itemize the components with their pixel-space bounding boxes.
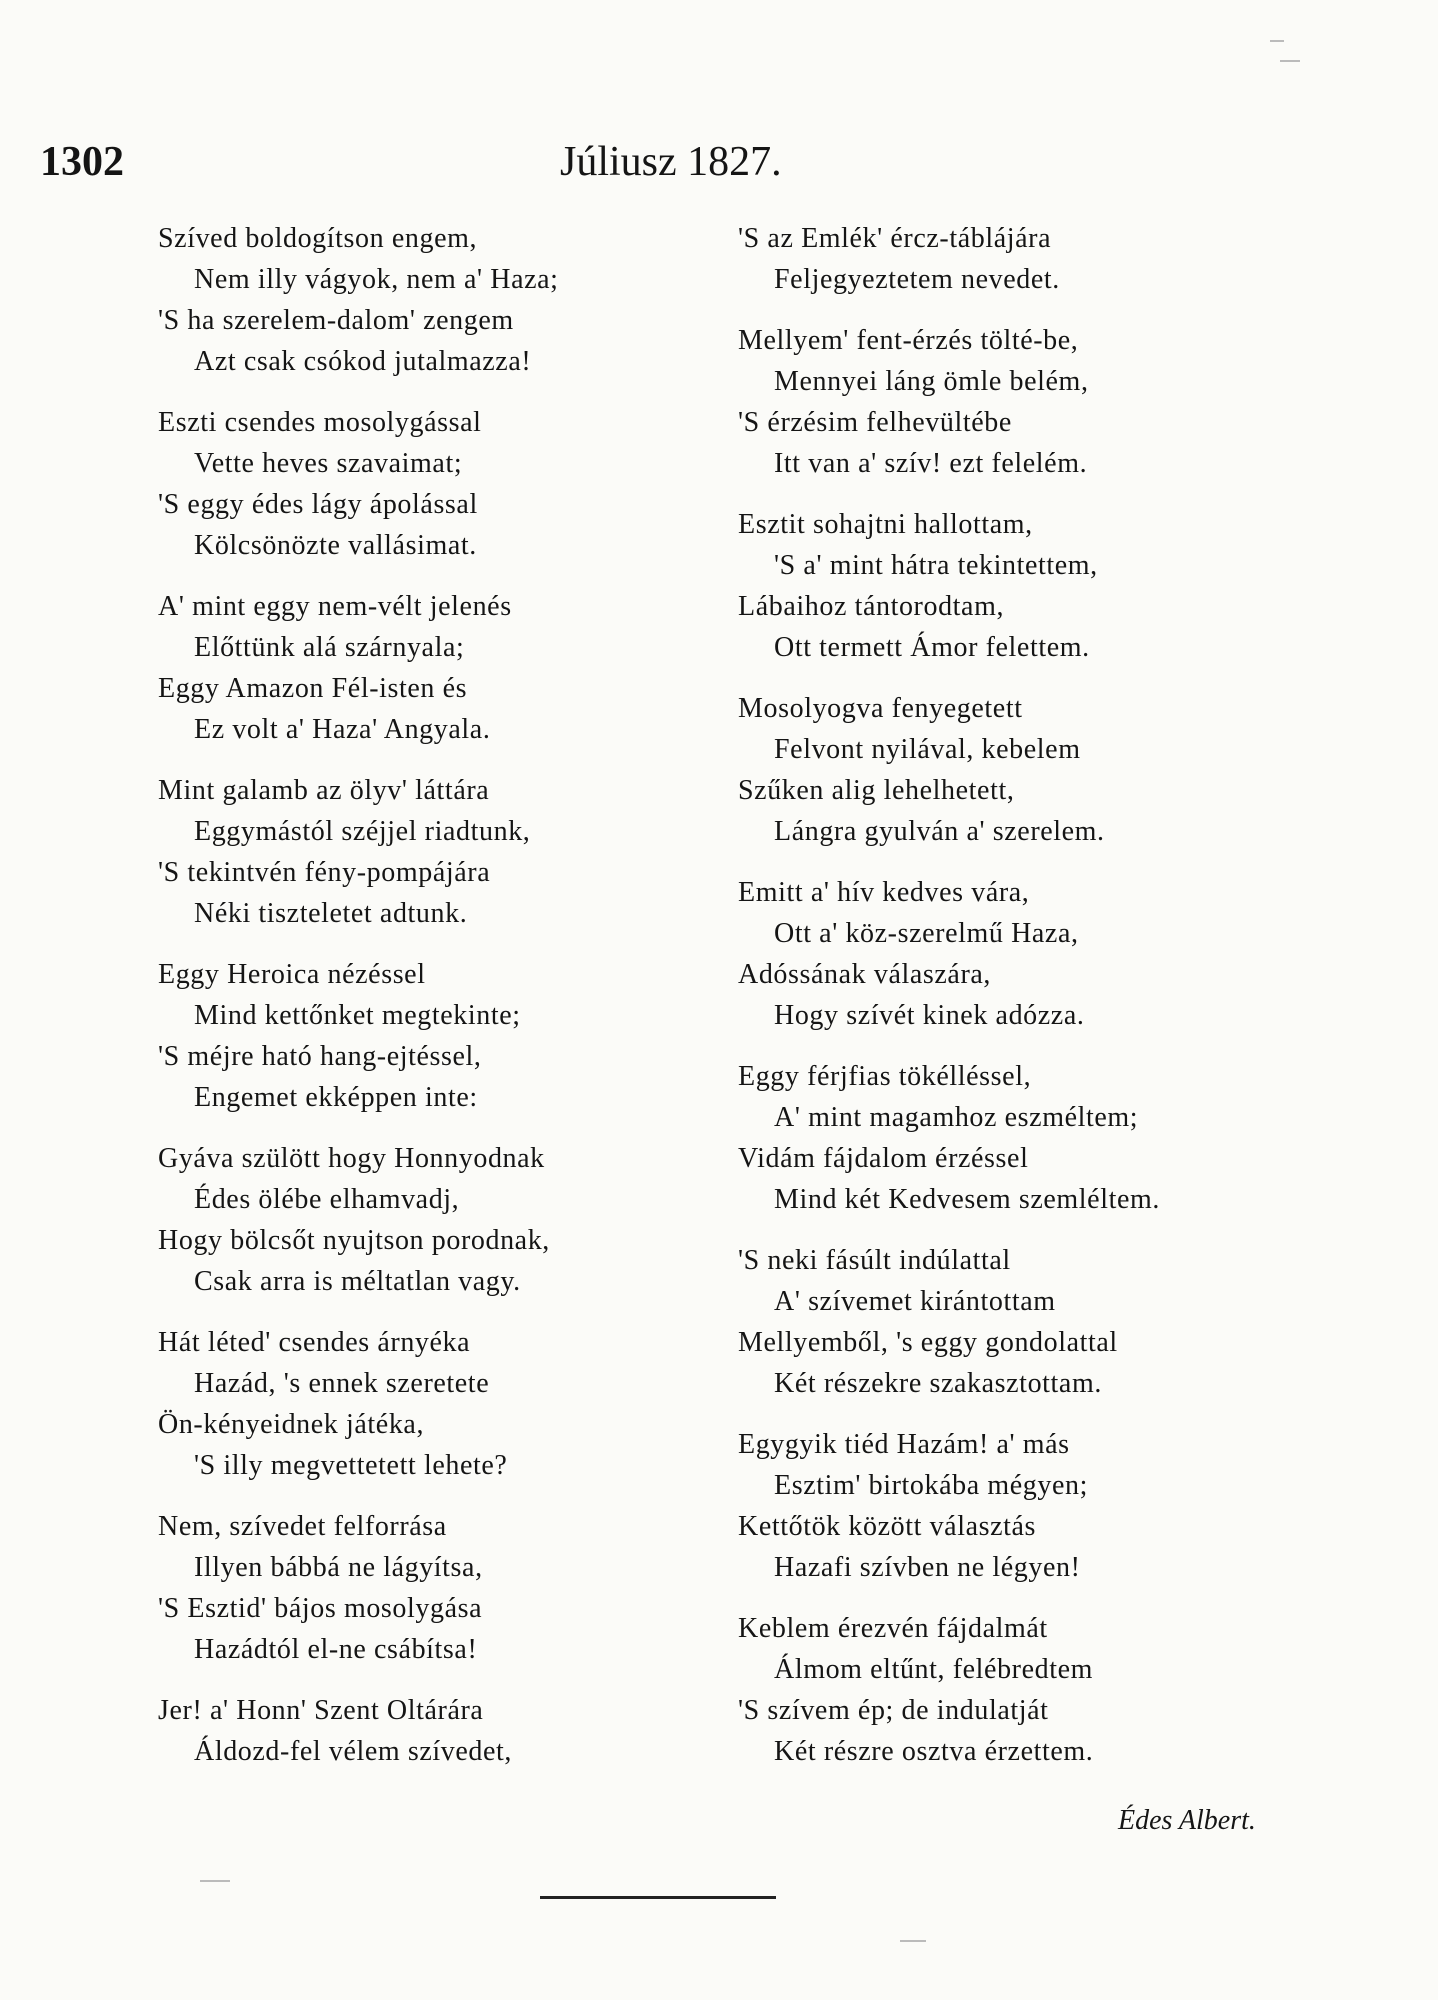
poem-line: Illyen bábbá ne lágyítsa, <box>194 1552 483 1583</box>
poem-line: Mellyemből, 's eggy gondolattal <box>738 1327 1118 1358</box>
stanza <box>738 872 1298 1036</box>
poem-line: 'S méjre ható hang-ejtéssel, <box>158 1041 482 1072</box>
poem-line: Hazádtól el-ne csábítsa! <box>194 1634 478 1665</box>
stanza <box>738 504 1298 668</box>
stanza <box>158 1138 718 1302</box>
stanza <box>158 954 718 1118</box>
stanza <box>738 1424 1298 1588</box>
poem-line: Eggy Amazon Fél-isten és <box>158 673 468 704</box>
poem-line: Engemet ekképpen inte: <box>194 1082 478 1113</box>
poem-line: Nem illy vágyok, nem a' Haza; <box>194 264 559 295</box>
poem-line: 'S a' mint hátra tekintettem, <box>774 550 1098 581</box>
stanza <box>738 1240 1298 1404</box>
poem-line: Eszti csendes mosolygással <box>158 407 482 438</box>
stanza <box>738 218 1298 300</box>
stanza <box>738 1056 1298 1220</box>
poem-line: 'S illy megvettetett lehete? <box>194 1450 508 1481</box>
poem-line: Mind két Kedvesem szemléltem. <box>774 1184 1160 1215</box>
stanza <box>158 402 718 566</box>
poem-line: Kölcsönözte vallásimat. <box>194 530 477 561</box>
poem-line: 'S tekintvén fény-pompájára <box>158 857 491 888</box>
poem-line: Ott termett Ámor felettem. <box>774 632 1090 663</box>
poem-line: Esztim' birtokába mégyen; <box>774 1470 1088 1501</box>
poem-line: Ön-kényeidnek játéka, <box>158 1409 425 1440</box>
poem-line: Mint galamb az ölyv' láttára <box>158 775 490 806</box>
poem-line: Hogy bölcsőt nyujtson porodnak, <box>158 1225 550 1256</box>
poem-line: 'S érzésim felhevültébe <box>738 407 1012 438</box>
page-header <box>40 138 1140 198</box>
poem-line: Keblem érezvén fájdalmát <box>738 1613 1048 1644</box>
poem-line: Lábaihoz tántorodtam, <box>738 591 1005 622</box>
page-title: Júliusz 1827. <box>560 139 782 185</box>
poem-line: Eggymástól széjjel riadtunk, <box>194 816 531 847</box>
page-number: 1302 <box>40 139 124 185</box>
poem-line: Álmom eltűnt, felébredtem <box>774 1654 1094 1685</box>
poem-line: A' szívemet kirántottam <box>774 1286 1056 1317</box>
poem-line: 'S az Emlék' ércz-táblájára <box>738 223 1052 254</box>
poem-line: Felvont nyilával, kebelem <box>774 734 1081 765</box>
poem-line: Kettőtök között választás <box>738 1511 1037 1542</box>
poem-line: Egygyik tiéd Hazám! a' más <box>738 1429 1070 1460</box>
print-speck <box>200 1880 230 1882</box>
poem-line: Mind kettőnket megtekinte; <box>194 1000 521 1031</box>
poem-line: Eggy férjfias tökélléssel, <box>738 1061 1032 1092</box>
poem-left-column <box>158 218 718 1792</box>
poem-line: Néki tiszteletet adtunk. <box>194 898 468 929</box>
print-speck <box>1280 60 1300 62</box>
print-speck <box>900 1940 926 1942</box>
poem-line: A' mint eggy nem-vélt jelenés <box>158 591 512 622</box>
poem-line: Hát léted' csendes árnyéka <box>158 1327 471 1358</box>
stanza <box>738 1608 1298 1772</box>
poem-line: Lángra gyulván a' szerelem. <box>774 816 1105 847</box>
poem-right-column <box>738 218 1298 1792</box>
poem-line: 'S ha szerelem-dalom' zengem <box>158 305 514 336</box>
poem-line: 'S eggy édes lágy ápolással <box>158 489 478 520</box>
poem-line: Két részre osztva érzettem. <box>774 1736 1094 1767</box>
stanza <box>158 218 718 382</box>
stanza <box>738 688 1298 852</box>
poem-line: Két részekre szakasztottam. <box>774 1368 1102 1399</box>
poem-line: Emitt a' hív kedves vára, <box>738 877 1030 908</box>
poem-line: Mellyem' fent-érzés tölté-be, <box>738 325 1079 356</box>
poem-line: Hogy szívét kinek adózza. <box>774 1000 1085 1031</box>
poem-line: Vette heves szavaimat; <box>194 448 463 479</box>
poem-line: Mosolyogva fenyegetett <box>738 693 1023 724</box>
stanza <box>158 1322 718 1486</box>
poem-line: Itt van a' szív! ezt felelém. <box>774 448 1088 479</box>
print-speck <box>1270 40 1284 42</box>
poem-line: Előttünk alá szárnyala; <box>194 632 465 663</box>
poem-line: Hazád, 's ennek szeretete <box>194 1368 490 1399</box>
poem-line: Szíved boldogítson engem, <box>158 223 478 254</box>
stanza <box>738 320 1298 484</box>
poem-line: Jer! a' Honn' Szent Oltárára <box>158 1695 484 1726</box>
poem-line: Csak arra is méltatlan vagy. <box>194 1266 521 1297</box>
section-divider <box>540 1896 776 1899</box>
poem-line: A' mint magamhoz eszméltem; <box>774 1102 1139 1133</box>
poem-line: Eggy Heroica nézéssel <box>158 959 426 990</box>
poem-line: Nem, szívedet felforrása <box>158 1511 447 1542</box>
poem-line: 'S Esztid' bájos mosolygása <box>158 1593 483 1624</box>
stanza <box>158 1506 718 1670</box>
poem-line: 'S szívem ép; de indulatját <box>738 1695 1049 1726</box>
poem-line: Esztit sohajtni hallottam, <box>738 509 1033 540</box>
stanza <box>158 770 718 934</box>
poem-line: Szűken alig lehelhetett, <box>738 775 1015 806</box>
poem-line: Hazafi szívben ne légyen! <box>774 1552 1081 1583</box>
poem-line: Azt csak csókod jutalmazza! <box>194 346 532 377</box>
poem-line: Édes ölébe elhamvadj, <box>194 1184 460 1215</box>
poem-line: Adóssának válaszára, <box>738 959 992 990</box>
poem-line: Gyáva szülött hogy Honnyodnak <box>158 1143 545 1174</box>
poem-line: Feljegyeztetem nevedet. <box>774 264 1060 295</box>
stanza <box>158 1690 718 1772</box>
poem-line: Vidám fájdalom érzéssel <box>738 1143 1029 1174</box>
author-signature: Édes Albert. <box>1118 1805 1256 1836</box>
poem-line: 'S neki fásúlt indúlattal <box>738 1245 1011 1276</box>
stanza <box>158 586 718 750</box>
poem-line: Áldozd-fel vélem szívedet, <box>194 1736 513 1767</box>
poem-line: Mennyei láng ömle belém, <box>774 366 1089 397</box>
poem-line: Ez volt a' Haza' Angyala. <box>194 714 491 745</box>
poem-line: Ott a' köz-szerelmű Haza, <box>774 918 1079 949</box>
